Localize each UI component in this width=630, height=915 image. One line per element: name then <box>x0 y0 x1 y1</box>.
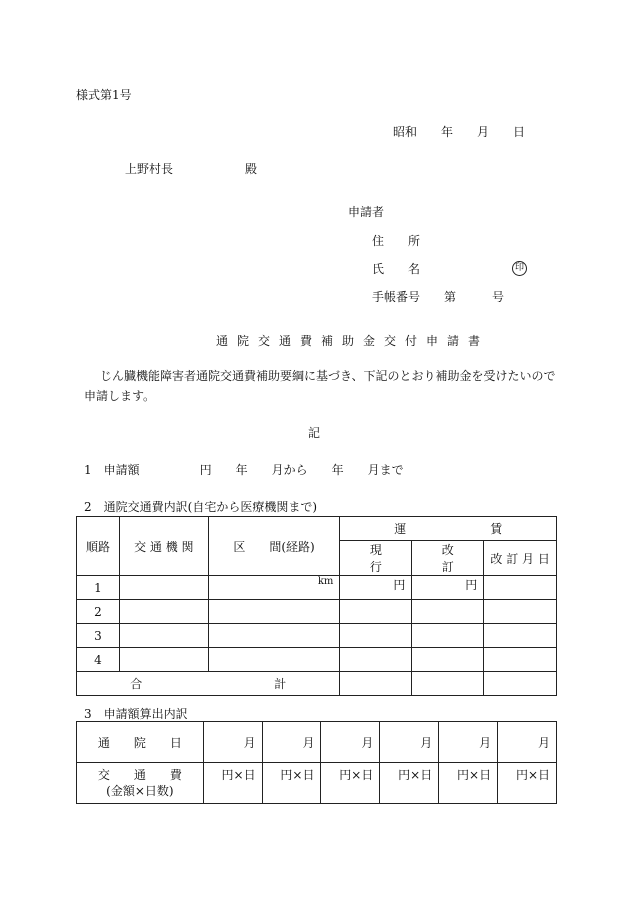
item-1-application-amount: 1 申請額 円 年 月から 年 月まで <box>84 463 404 477</box>
table-row <box>77 648 557 672</box>
table-row <box>77 600 557 624</box>
date-line: 昭和 年 月 日 <box>393 125 526 139</box>
table-row <box>77 576 557 600</box>
seal-mark: 印 <box>512 261 527 276</box>
total-label: 合 計 <box>77 672 340 696</box>
header-current: 現 行 <box>340 541 412 576</box>
calculation-table <box>76 721 557 804</box>
total-row <box>77 672 557 696</box>
unit-yen: 円 <box>340 576 412 600</box>
unit-yen: 円 <box>412 576 484 600</box>
month-cell: 月 <box>203 722 262 763</box>
yen-day-cell: 円×日 <box>203 763 262 804</box>
unit-km: km <box>208 576 340 600</box>
header-section: 区 間(経路) <box>208 517 340 576</box>
route-number: 1 <box>77 576 120 600</box>
header-route: 順路 <box>77 517 120 576</box>
seal-icon <box>512 259 527 276</box>
form-number: 様式第1号 <box>76 88 132 102</box>
header-revision-date: 改 訂 月 日 <box>484 541 557 576</box>
fare-breakdown-table <box>76 516 557 696</box>
header-transport: 交 通 機 関 <box>119 517 208 576</box>
table-row <box>77 624 557 648</box>
month-cell: 月 <box>262 722 321 763</box>
body-line-2: 申請します。 <box>84 389 156 403</box>
booklet-number-label: 手帳番号 第 号 <box>372 290 505 304</box>
yen-day-cell: 円×日 <box>321 763 380 804</box>
visit-day-label: 通 院 日 <box>77 722 204 763</box>
header-revised: 改 訂 <box>412 541 484 576</box>
ki-heading: 記 <box>308 426 321 440</box>
fare-label: 交 通 費 <box>97 768 182 782</box>
route-number: 2 <box>77 600 120 624</box>
fare-sublabel: (金額×日数) <box>106 784 174 798</box>
address-label: 住 所 <box>372 234 421 248</box>
item-3-heading: 3 申請額算出内訳 <box>84 707 188 721</box>
route-number: 3 <box>77 624 120 648</box>
applicant-heading: 申請者 <box>348 205 385 219</box>
fare-label-cell <box>77 763 204 804</box>
month-cell: 月 <box>498 722 557 763</box>
body-line-1: じん臓機能障害者通院交通費補助要綱に基づき、下記のとおり補助金を受けたいので <box>100 369 556 383</box>
yen-day-cell: 円×日 <box>262 763 321 804</box>
month-cell: 月 <box>380 722 439 763</box>
addressee: 上野村長 殿 <box>125 162 258 176</box>
route-number: 4 <box>77 648 120 672</box>
yen-day-cell: 円×日 <box>498 763 557 804</box>
name-label: 氏 名 <box>372 262 421 276</box>
yen-day-cell: 円×日 <box>380 763 439 804</box>
month-cell: 月 <box>439 722 498 763</box>
header-fare: 運 賃 <box>340 517 557 541</box>
month-cell: 月 <box>321 722 380 763</box>
item-2-heading: 2 通院交通費内訳(自宅から医療機関まで) <box>84 500 317 514</box>
document-title: 通院交通費補助金交付申請書 <box>216 334 490 348</box>
yen-day-cell: 円×日 <box>439 763 498 804</box>
